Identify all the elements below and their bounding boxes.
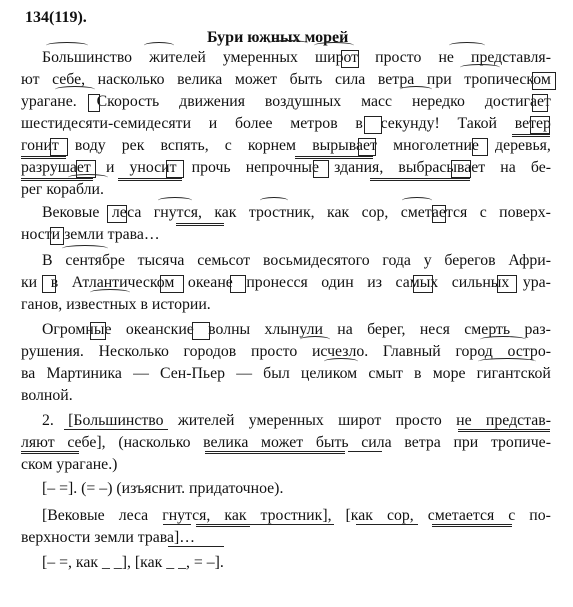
text-line-13: Огромные океанские волны хлынули на берег, неся смерть раз- [42, 321, 551, 338]
text-line-9: ности земли трава… [21, 226, 160, 243]
text-line-3: урагане. Скорость движения воздушных масс нередко достигает [21, 93, 551, 110]
scheme-line-2: [– =, как _ _], [как _ _, = –]. [42, 554, 224, 571]
text-line-6: разрушает и уносит прочь непрочные здания, выбрасывает на бе- [21, 159, 551, 176]
text-line-12: ганов, известных в истории. [21, 296, 211, 313]
text-line-10: В сентябре тысяча семьсот восьмидесятого года у берегов Афри- [42, 252, 551, 269]
text-line-1: Большинство жителей умеренных широт просто не представля- [42, 49, 551, 66]
analysis-line-2: ляют себе], (насколько велика может быть сила ветра при тропиче- [21, 434, 551, 451]
text-line-11: ки в Атлантическом океане пронесся один из самых сильных ура- [21, 274, 551, 291]
text-line-2: ют себе, насколько велика может быть сила ветра при тропическом [21, 71, 551, 88]
text-line-16: волной. [21, 387, 73, 404]
text-line-4: шестидесяти-семидесяти и более метров в секунду! Такой ветер [21, 115, 551, 132]
exercise-number: 134(119). [25, 9, 87, 26]
text-line-5: гонит воду рек вспять, с корнем вырывает многолетние деревья, [21, 137, 551, 154]
analysis-line-5: верхности земли трава]… [21, 529, 196, 546]
text-line-8: Вековые леса гнутся, как тростник, как сор, сметается с поверх- [42, 204, 551, 221]
analysis-line-1: 2. [Большинство жителей умеренных широт просто не представ- [42, 412, 551, 429]
text-title: Бури южных морей [207, 29, 349, 46]
text-line-14: рушения. Несколько городов просто исчезло. Главный город остро- [21, 343, 551, 360]
scheme-line-1: [– =]. (= –) (изъяснит. придаточное). [42, 480, 284, 497]
analysis-line-3: ском урагане.) [21, 456, 118, 473]
analysis-line-4: [Вековые леса гнутся, как тростник], [как сор, сметается с по- [42, 507, 551, 524]
text-line-7: рег корабли. [21, 181, 104, 198]
text-line-15: ва Мартиника — Сен-Пьер — был целиком смыт в море гигантской [21, 365, 551, 382]
